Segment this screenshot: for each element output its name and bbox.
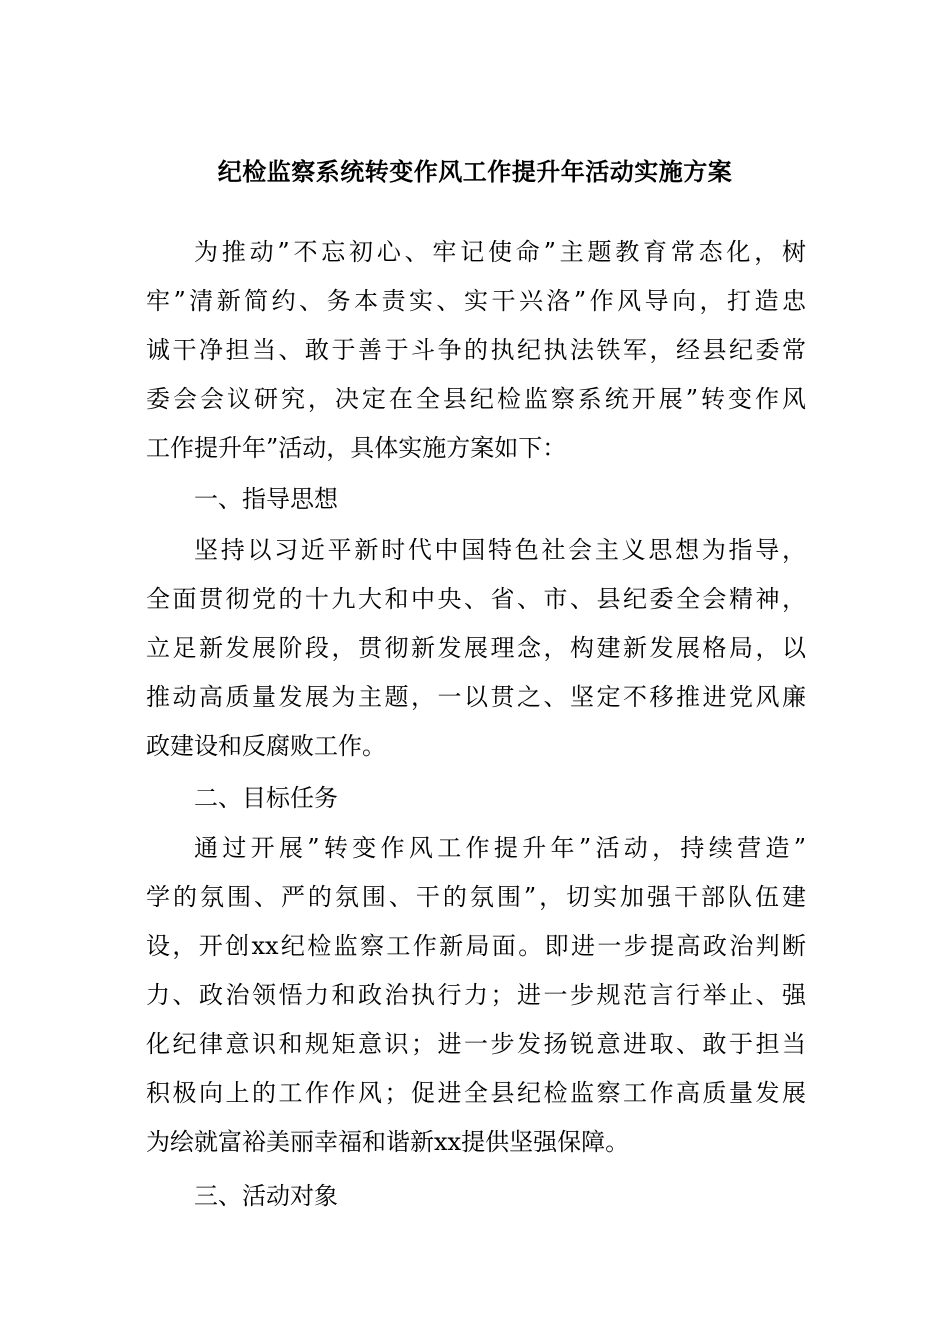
section-heading: 二、目标任务: [194, 784, 338, 812]
intro-line: 牢”清新简约、务本责实、实干兴洛”作风导向，打造忠: [146, 287, 806, 315]
section-line: 坚持以习近平新时代中国特色社会主义思想为指导，: [194, 536, 806, 564]
section-heading: 一、指导思想: [194, 485, 338, 513]
section-line: 设，开创xx纪检监察工作新局面。即进一步提高政治判断: [146, 932, 806, 960]
intro-line: 诚干净担当、敢于善于斗争的执纪执法铁军，经县纪委常: [146, 336, 806, 364]
section-line: 力、政治领悟力和政治执行力；进一步规范言行举止、强: [146, 981, 806, 1009]
section-heading: 三、活动对象: [194, 1182, 338, 1210]
section-line: 化纪律意识和规矩意识；进一步发扬锐意进取、敢于担当: [146, 1030, 806, 1058]
section-line: 学的氛围、严的氛围、干的氛围”，切实加强干部队伍建: [146, 883, 806, 911]
document-title: 纪检监察系统转变作风工作提升年活动实施方案: [217, 158, 733, 186]
section-line: 推动高质量发展为主题，一以贯之、坚定不移推进党风廉: [146, 683, 806, 711]
intro-line: 为推动”不忘初心、牢记使命”主题教育常态化，树: [194, 238, 806, 266]
section-line: 全面贯彻党的十九大和中央、省、市、县纪委全会精神，: [146, 585, 806, 613]
section-line: 为绘就富裕美丽幸福和谐新xx提供坚强保障。: [146, 1128, 630, 1156]
intro-line: 工作提升年”活动，具体实施方案如下：: [146, 434, 567, 462]
section-line: 通过开展”转变作风工作提升年”活动，持续营造”: [194, 834, 806, 862]
intro-line: 委会会议研究，决定在全县纪检监察系统开展”转变作风: [146, 385, 806, 413]
section-line: 立足新发展阶段，贯彻新发展理念，构建新发展格局，以: [146, 634, 806, 662]
section-line: 政建设和反腐败工作。: [146, 732, 386, 760]
section-line: 积极向上的工作作风；促进全县纪检监察工作高质量发展: [146, 1079, 806, 1107]
